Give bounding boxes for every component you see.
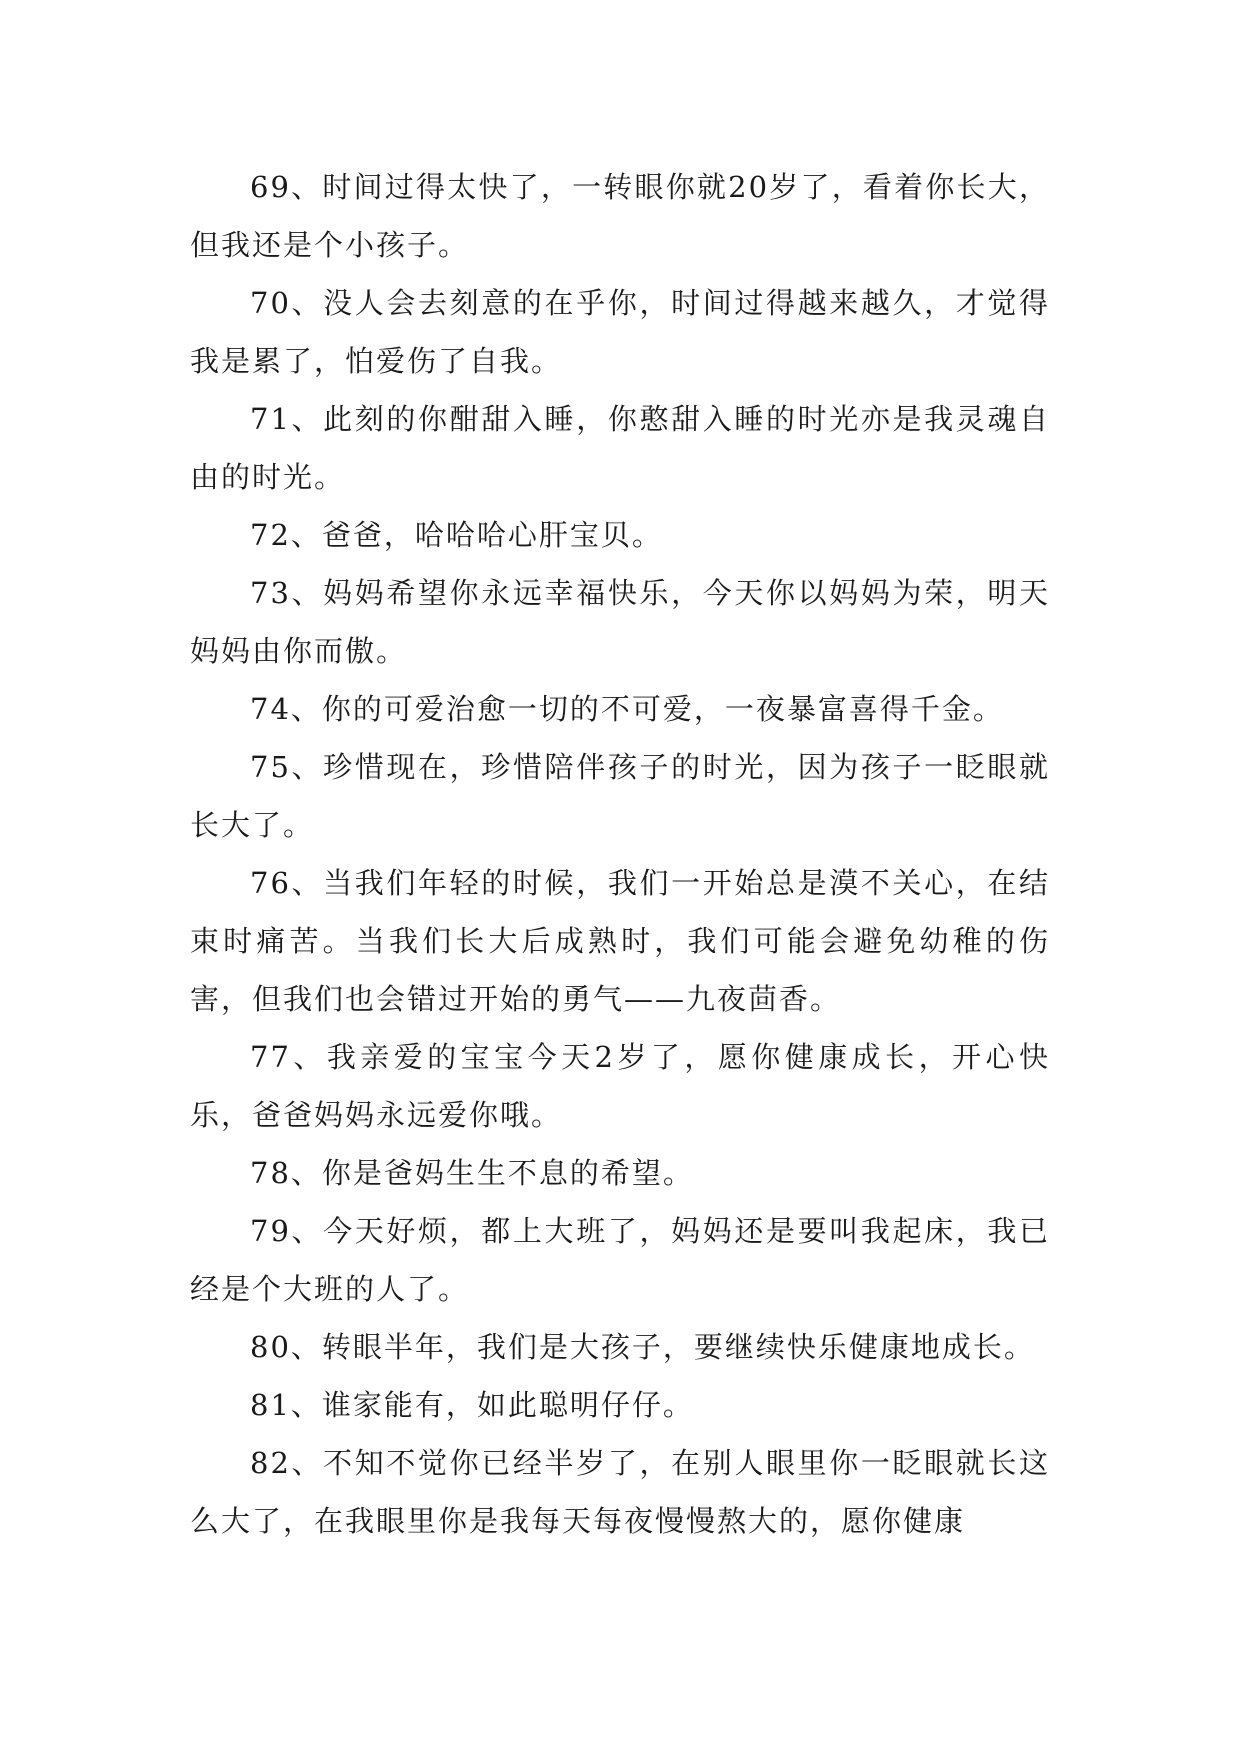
paragraph-70: 70、没人会去刻意的在乎你，时间过得越来越久，才觉得我是累了，怕爱伤了自我。: [190, 286, 1050, 378]
paragraph-79: 79、今天好烦，都上大班了，妈妈还是要叫我起床，我已经是个大班的人了。: [190, 1214, 1050, 1306]
document-body: [190, 158, 1050, 1550]
paragraph-69: 69、时间过得太快了，一转眼你就20岁了，看着你长大，但我还是个小孩子。: [190, 170, 1050, 262]
paragraph-72: 72、爸爸，哈哈哈心肝宝贝。: [250, 518, 663, 552]
paragraph-82: 82、不知不觉你已经半岁了，在别人眼里你一眨眼就长这么大了，在我眼里你是我每天每夜慢慢熬大的，愿你健康: [190, 1446, 1050, 1538]
paragraph-71: 71、此刻的你酣甜入睡，你憨甜入睡的时光亦是我灵魂自由的时光。: [190, 402, 1050, 494]
paragraph-73: 73、妈妈希望你永远幸福快乐，今天你以妈妈为荣，明天妈妈由你而傲。: [190, 576, 1050, 668]
paragraph-81: 81、谁家能有，如此聪明仔仔。: [250, 1388, 694, 1422]
paragraph-77: 77、我亲爱的宝宝今天2岁了，愿你健康成长，开心快乐，爸爸妈妈永远爱你哦。: [190, 1040, 1050, 1132]
paragraph-76: 76、当我们年轻的时候，我们一开始总是漠不关心，在结束时痛苦。当我们长大后成熟时，我们可能会避免幼稚的伤害，但我们也会错过开始的勇气——九夜茴香。: [190, 866, 1050, 1016]
paragraph-75: 75、珍惜现在，珍惜陪伴孩子的时光，因为孩子一眨眼就长大了。: [190, 750, 1050, 842]
paragraph-80: 80、转眼半年，我们是大孩子，要继续快乐健康地成长。: [250, 1330, 1035, 1364]
paragraph-74: 74、你的可爱治愈一切的不可爱，一夜暴富喜得千金。: [250, 692, 1004, 726]
paragraph-78: 78、你是爸妈生生不息的希望。: [250, 1156, 694, 1190]
